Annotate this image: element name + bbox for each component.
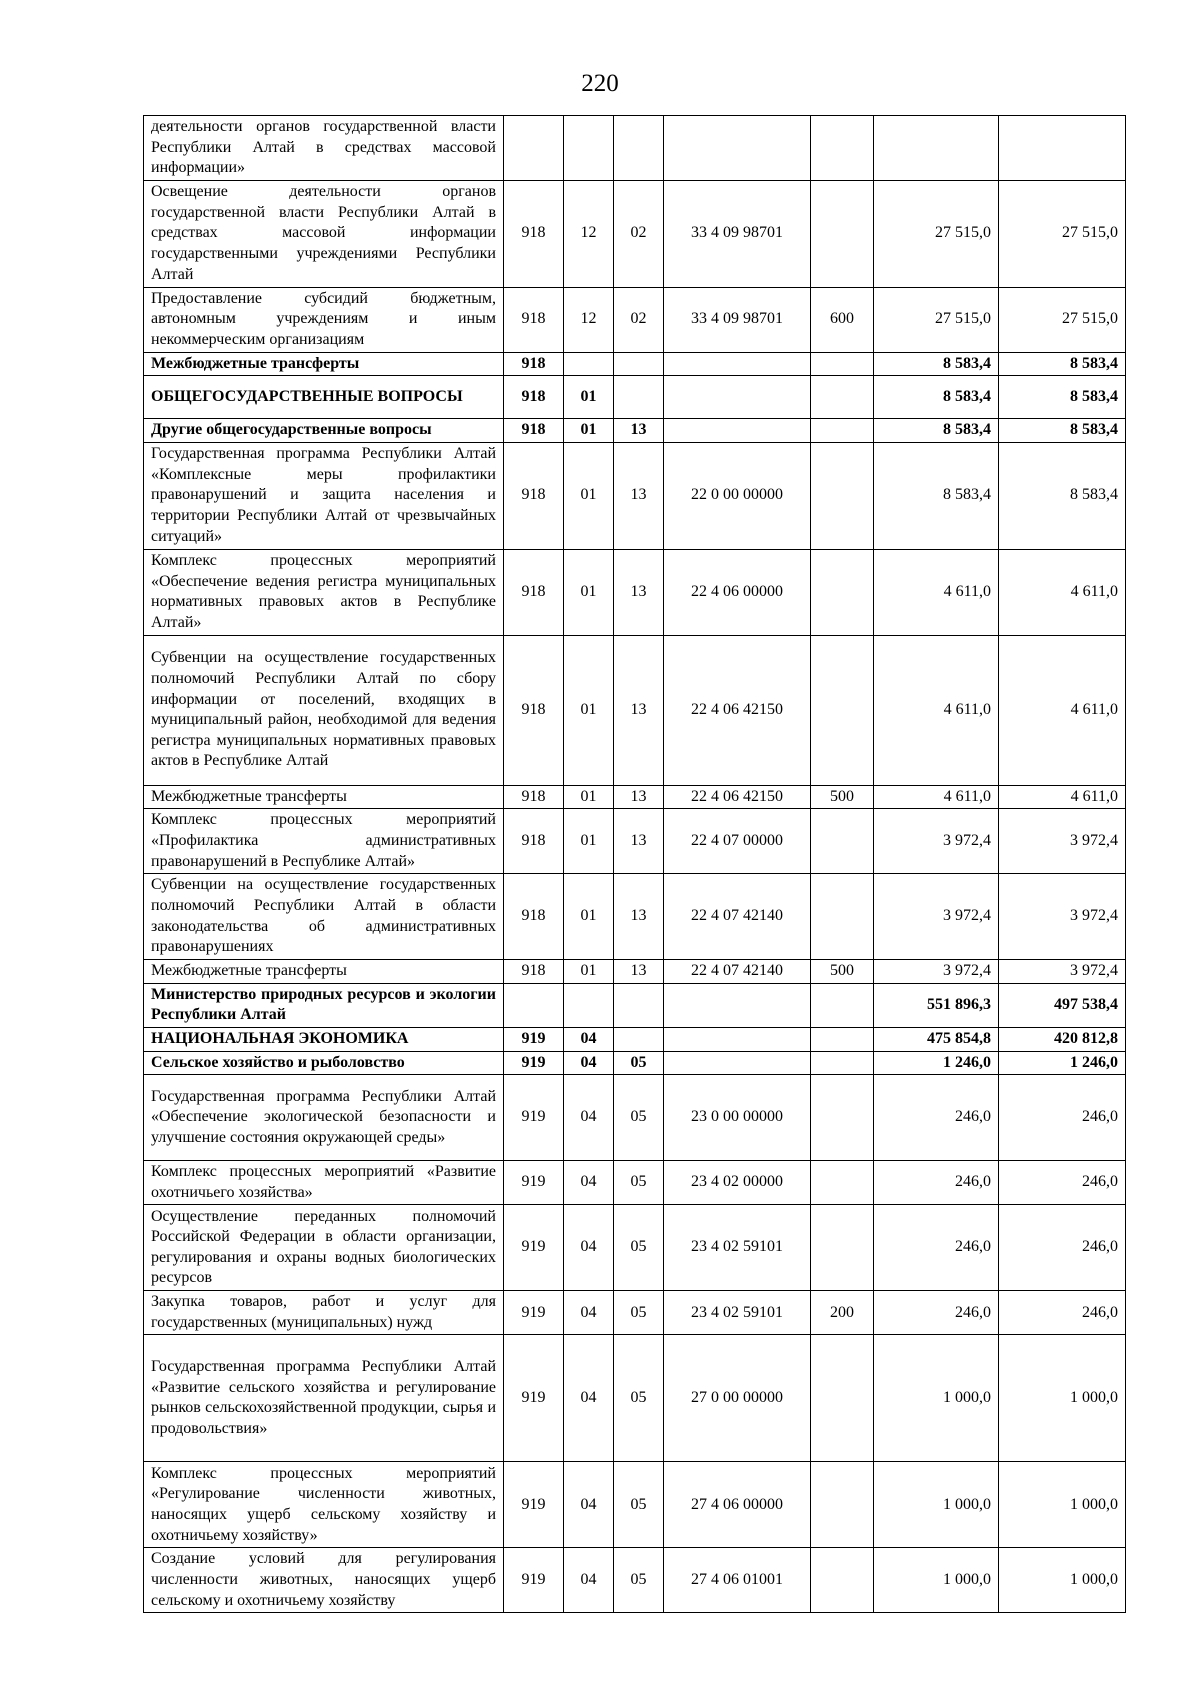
target-article-cell: 23 4 02 00000 xyxy=(664,1161,811,1205)
target-article-cell: 33 4 09 98701 xyxy=(664,287,811,352)
section-code-cell: 01 xyxy=(564,960,614,984)
table-row xyxy=(144,1075,1126,1161)
budget-table xyxy=(143,115,1126,1613)
amount-year2-cell: 3 972,4 xyxy=(999,809,1126,874)
table-row xyxy=(144,287,1126,352)
expense-type-cell xyxy=(811,116,874,181)
expense-type-cell xyxy=(811,419,874,443)
grbs-code-cell: 919 xyxy=(504,1548,564,1613)
grbs-code-cell: 919 xyxy=(504,1027,564,1051)
target-article-cell: 22 4 06 42150 xyxy=(664,785,811,809)
amount-year2-cell: 1 246,0 xyxy=(999,1051,1126,1075)
table-row xyxy=(144,376,1126,419)
expense-type-cell xyxy=(811,1205,874,1291)
subsection-code-cell: 05 xyxy=(614,1075,664,1161)
subsection-code-cell: 05 xyxy=(614,1335,664,1462)
grbs-code-cell: 918 xyxy=(504,419,564,443)
grbs-code-cell: 919 xyxy=(504,1462,564,1548)
expense-type-cell: 600 xyxy=(811,287,874,352)
expense-type-cell: 200 xyxy=(811,1291,874,1335)
row-name-cell: Создание условий для регулирования численности животных, наносящих ущерб сельскому и охотничьему хозяйству xyxy=(144,1548,504,1613)
amount-year2-cell: 1 000,0 xyxy=(999,1335,1126,1462)
section-code-cell xyxy=(564,116,614,181)
section-code-cell: 04 xyxy=(564,1205,614,1291)
amount-year2-cell: 27 515,0 xyxy=(999,180,1126,287)
amount-year1-cell: 3 972,4 xyxy=(874,809,999,874)
target-article-cell xyxy=(664,116,811,181)
table-row xyxy=(144,1027,1126,1051)
page-number: 220 xyxy=(581,70,619,97)
subsection-code-cell: 13 xyxy=(614,960,664,984)
expense-type-cell xyxy=(811,635,874,785)
section-code-cell: 01 xyxy=(564,785,614,809)
amount-year1-cell: 4 611,0 xyxy=(874,785,999,809)
target-article-cell: 22 4 07 00000 xyxy=(664,809,811,874)
target-article-cell xyxy=(664,1051,811,1075)
row-name-cell: Межбюджетные трансферты xyxy=(144,785,504,809)
grbs-code-cell: 919 xyxy=(504,1161,564,1205)
table-row xyxy=(144,419,1126,443)
grbs-code-cell: 918 xyxy=(504,442,564,549)
grbs-code-cell: 918 xyxy=(504,549,564,635)
target-article-cell: 27 4 06 01001 xyxy=(664,1548,811,1613)
target-article-cell: 22 4 06 00000 xyxy=(664,549,811,635)
amount-year1-cell: 551 896,3 xyxy=(874,983,999,1027)
amount-year2-cell: 27 515,0 xyxy=(999,287,1126,352)
section-code-cell: 01 xyxy=(564,874,614,960)
target-article-cell xyxy=(664,419,811,443)
grbs-code-cell: 918 xyxy=(504,809,564,874)
row-name-cell: деятельности органов государственной власти Республики Алтай в средствах массовой информации» xyxy=(144,116,504,181)
amount-year2-cell: 3 972,4 xyxy=(999,960,1126,984)
target-article-cell xyxy=(664,983,811,1027)
row-name-cell: Субвенции на осуществление государственных полномочий Республики Алтай в области законодательства об административных правонарушениях xyxy=(144,874,504,960)
subsection-code-cell: 05 xyxy=(614,1161,664,1205)
row-name-cell: Комплекс процессных мероприятий «Развитие охотничьего хозяйства» xyxy=(144,1161,504,1205)
table-row xyxy=(144,116,1126,181)
amount-year1-cell: 4 611,0 xyxy=(874,549,999,635)
amount-year1-cell: 8 583,4 xyxy=(874,376,999,419)
table-row xyxy=(144,1548,1126,1613)
amount-year1-cell: 8 583,4 xyxy=(874,419,999,443)
table-row xyxy=(144,442,1126,549)
subsection-code-cell: 05 xyxy=(614,1548,664,1613)
expense-type-cell xyxy=(811,1161,874,1205)
subsection-code-cell xyxy=(614,352,664,376)
row-name-cell: Освещение деятельности органов государственной власти Республики Алтай в средствах массовой информации государственными учреждениями Республики Алтай xyxy=(144,180,504,287)
amount-year2-cell: 4 611,0 xyxy=(999,549,1126,635)
grbs-code-cell: 919 xyxy=(504,1075,564,1161)
amount-year1-cell: 27 515,0 xyxy=(874,287,999,352)
table-row xyxy=(144,1335,1126,1462)
subsection-code-cell: 13 xyxy=(614,419,664,443)
subsection-code-cell xyxy=(614,1027,664,1051)
row-name-cell: Межбюджетные трансферты xyxy=(144,352,504,376)
expense-type-cell xyxy=(811,1075,874,1161)
expense-type-cell xyxy=(811,352,874,376)
table-row xyxy=(144,874,1126,960)
amount-year2-cell xyxy=(999,116,1126,181)
table-row xyxy=(144,983,1126,1027)
grbs-code-cell: 919 xyxy=(504,1291,564,1335)
section-code-cell: 04 xyxy=(564,1335,614,1462)
amount-year1-cell: 246,0 xyxy=(874,1205,999,1291)
section-code-cell: 04 xyxy=(564,1548,614,1613)
target-article-cell: 22 0 00 00000 xyxy=(664,442,811,549)
amount-year1-cell: 246,0 xyxy=(874,1075,999,1161)
section-code-cell: 04 xyxy=(564,1291,614,1335)
table-body xyxy=(144,116,1126,1613)
target-article-cell: 27 0 00 00000 xyxy=(664,1335,811,1462)
subsection-code-cell: 02 xyxy=(614,180,664,287)
grbs-code-cell: 918 xyxy=(504,180,564,287)
row-name-cell: Межбюджетные трансферты xyxy=(144,960,504,984)
amount-year2-cell: 4 611,0 xyxy=(999,785,1126,809)
amount-year2-cell: 246,0 xyxy=(999,1291,1126,1335)
target-article-cell: 22 4 07 42140 xyxy=(664,960,811,984)
row-name-cell: Предоставление субсидий бюджетным, автономным учреждениям и иным некоммерческим организациям xyxy=(144,287,504,352)
grbs-code-cell: 918 xyxy=(504,874,564,960)
grbs-code-cell: 918 xyxy=(504,287,564,352)
amount-year2-cell: 8 583,4 xyxy=(999,419,1126,443)
expense-type-cell xyxy=(811,549,874,635)
subsection-code-cell: 13 xyxy=(614,442,664,549)
target-article-cell: 23 4 02 59101 xyxy=(664,1205,811,1291)
section-code-cell: 04 xyxy=(564,1161,614,1205)
expense-type-cell xyxy=(811,1051,874,1075)
grbs-code-cell xyxy=(504,983,564,1027)
section-code-cell: 01 xyxy=(564,809,614,874)
amount-year1-cell: 3 972,4 xyxy=(874,960,999,984)
table-row xyxy=(144,1291,1126,1335)
expense-type-cell: 500 xyxy=(811,785,874,809)
target-article-cell: 22 4 07 42140 xyxy=(664,874,811,960)
section-code-cell xyxy=(564,352,614,376)
amount-year1-cell: 27 515,0 xyxy=(874,180,999,287)
row-name-cell: Осуществление переданных полномочий Российской Федерации в области организации, регулирования и охраны водных биологических ресурсов xyxy=(144,1205,504,1291)
row-name-cell: Министерство природных ресурсов и экологии Республики Алтай xyxy=(144,983,504,1027)
expense-type-cell xyxy=(811,1462,874,1548)
amount-year2-cell: 8 583,4 xyxy=(999,352,1126,376)
subsection-code-cell: 05 xyxy=(614,1205,664,1291)
target-article-cell: 23 4 02 59101 xyxy=(664,1291,811,1335)
amount-year2-cell: 246,0 xyxy=(999,1205,1126,1291)
target-article-cell: 33 4 09 98701 xyxy=(664,180,811,287)
amount-year1-cell: 246,0 xyxy=(874,1291,999,1335)
table-row xyxy=(144,635,1126,785)
expense-type-cell xyxy=(811,376,874,419)
target-article-cell: 23 0 00 00000 xyxy=(664,1075,811,1161)
amount-year1-cell: 246,0 xyxy=(874,1161,999,1205)
amount-year1-cell: 1 000,0 xyxy=(874,1548,999,1613)
target-article-cell: 27 4 06 00000 xyxy=(664,1462,811,1548)
target-article-cell: 22 4 06 42150 xyxy=(664,635,811,785)
section-code-cell: 01 xyxy=(564,442,614,549)
row-name-cell: Субвенции на осуществление государственных полномочий Республики Алтай по сбору информации от поселений, входящих в муниципальный район, необходимой для ведения регистра муниципальных нормативных правовых актов в Республике Алтай xyxy=(144,635,504,785)
amount-year2-cell: 420 812,8 xyxy=(999,1027,1126,1051)
amount-year1-cell: 1 246,0 xyxy=(874,1051,999,1075)
amount-year1-cell: 8 583,4 xyxy=(874,442,999,549)
section-code-cell: 12 xyxy=(564,180,614,287)
target-article-cell xyxy=(664,1027,811,1051)
subsection-code-cell xyxy=(614,983,664,1027)
expense-type-cell xyxy=(811,442,874,549)
amount-year2-cell: 1 000,0 xyxy=(999,1462,1126,1548)
row-name-cell: Комплекс процессных мероприятий «Регулирование численности животных, наносящих ущерб сельскому хозяйству и охотничьему хозяйству» xyxy=(144,1462,504,1548)
amount-year1-cell xyxy=(874,116,999,181)
row-name-cell: ОБЩЕГОСУДАРСТВЕННЫЕ ВОПРОСЫ xyxy=(144,376,504,419)
amount-year1-cell: 1 000,0 xyxy=(874,1462,999,1548)
amount-year2-cell: 8 583,4 xyxy=(999,376,1126,419)
amount-year1-cell: 8 583,4 xyxy=(874,352,999,376)
amount-year2-cell: 497 538,4 xyxy=(999,983,1126,1027)
subsection-code-cell: 13 xyxy=(614,549,664,635)
table-row xyxy=(144,1051,1126,1075)
table-row xyxy=(144,1161,1126,1205)
target-article-cell xyxy=(664,352,811,376)
subsection-code-cell: 13 xyxy=(614,874,664,960)
row-name-cell: НАЦИОНАЛЬНАЯ ЭКОНОМИКА xyxy=(144,1027,504,1051)
row-name-cell: Комплекс процессных мероприятий «Профилактика административных правонарушений в Республике Алтай» xyxy=(144,809,504,874)
row-name-cell: Государственная программа Республики Алтай «Обеспечение экологической безопасности и улучшение состояния окружающей среды» xyxy=(144,1075,504,1161)
grbs-code-cell: 918 xyxy=(504,785,564,809)
row-name-cell: Другие общегосударственные вопросы xyxy=(144,419,504,443)
section-code-cell: 01 xyxy=(564,419,614,443)
subsection-code-cell: 05 xyxy=(614,1291,664,1335)
subsection-code-cell xyxy=(614,376,664,419)
subsection-code-cell: 05 xyxy=(614,1051,664,1075)
expense-type-cell xyxy=(811,983,874,1027)
section-code-cell: 01 xyxy=(564,376,614,419)
grbs-code-cell: 918 xyxy=(504,635,564,785)
amount-year1-cell: 1 000,0 xyxy=(874,1335,999,1462)
target-article-cell xyxy=(664,376,811,419)
amount-year2-cell: 8 583,4 xyxy=(999,442,1126,549)
table-row xyxy=(144,352,1126,376)
row-name-cell: Сельское хозяйство и рыболовство xyxy=(144,1051,504,1075)
section-code-cell: 04 xyxy=(564,1075,614,1161)
subsection-code-cell: 13 xyxy=(614,635,664,785)
expense-type-cell xyxy=(811,1335,874,1462)
expense-type-cell xyxy=(811,1548,874,1613)
section-code-cell: 12 xyxy=(564,287,614,352)
grbs-code-cell: 919 xyxy=(504,1205,564,1291)
section-code-cell: 04 xyxy=(564,1051,614,1075)
row-name-cell: Комплекс процессных мероприятий «Обеспечение ведения регистра муниципальных нормативных правовых актов в Республике Алтай» xyxy=(144,549,504,635)
grbs-code-cell: 918 xyxy=(504,352,564,376)
subsection-code-cell: 05 xyxy=(614,1462,664,1548)
expense-type-cell xyxy=(811,1027,874,1051)
table-row xyxy=(144,1205,1126,1291)
expense-type-cell: 500 xyxy=(811,960,874,984)
grbs-code-cell: 919 xyxy=(504,1051,564,1075)
table-row xyxy=(144,180,1126,287)
row-name-cell: Государственная программа Республики Алтай «Развитие сельского хозяйства и регулирование рынков сельскохозяйственной продукции, сырья и продовольствия» xyxy=(144,1335,504,1462)
amount-year1-cell: 475 854,8 xyxy=(874,1027,999,1051)
amount-year1-cell: 3 972,4 xyxy=(874,874,999,960)
expense-type-cell xyxy=(811,180,874,287)
subsection-code-cell: 13 xyxy=(614,785,664,809)
subsection-code-cell: 13 xyxy=(614,809,664,874)
grbs-code-cell xyxy=(504,116,564,181)
table-row xyxy=(144,785,1126,809)
table-row xyxy=(144,1462,1126,1548)
table-row xyxy=(144,809,1126,874)
row-name-cell: Закупка товаров, работ и услуг для государственных (муниципальных) нужд xyxy=(144,1291,504,1335)
expense-type-cell xyxy=(811,874,874,960)
section-code-cell: 04 xyxy=(564,1027,614,1051)
amount-year1-cell: 4 611,0 xyxy=(874,635,999,785)
section-code-cell: 01 xyxy=(564,635,614,785)
expense-type-cell xyxy=(811,809,874,874)
table-row xyxy=(144,960,1126,984)
grbs-code-cell: 918 xyxy=(504,376,564,419)
amount-year2-cell: 246,0 xyxy=(999,1161,1126,1205)
grbs-code-cell: 918 xyxy=(504,960,564,984)
amount-year2-cell: 246,0 xyxy=(999,1075,1126,1161)
subsection-code-cell xyxy=(614,116,664,181)
subsection-code-cell: 02 xyxy=(614,287,664,352)
grbs-code-cell: 919 xyxy=(504,1335,564,1462)
section-code-cell: 01 xyxy=(564,549,614,635)
section-code-cell xyxy=(564,983,614,1027)
amount-year2-cell: 4 611,0 xyxy=(999,635,1126,785)
section-code-cell: 04 xyxy=(564,1462,614,1548)
row-name-cell: Государственная программа Республики Алтай «Комплексные меры профилактики правонарушений и защита населения и территории Республики Алтай от чрезвычайных ситуаций» xyxy=(144,442,504,549)
table-row xyxy=(144,549,1126,635)
amount-year2-cell: 3 972,4 xyxy=(999,874,1126,960)
amount-year2-cell: 1 000,0 xyxy=(999,1548,1126,1613)
